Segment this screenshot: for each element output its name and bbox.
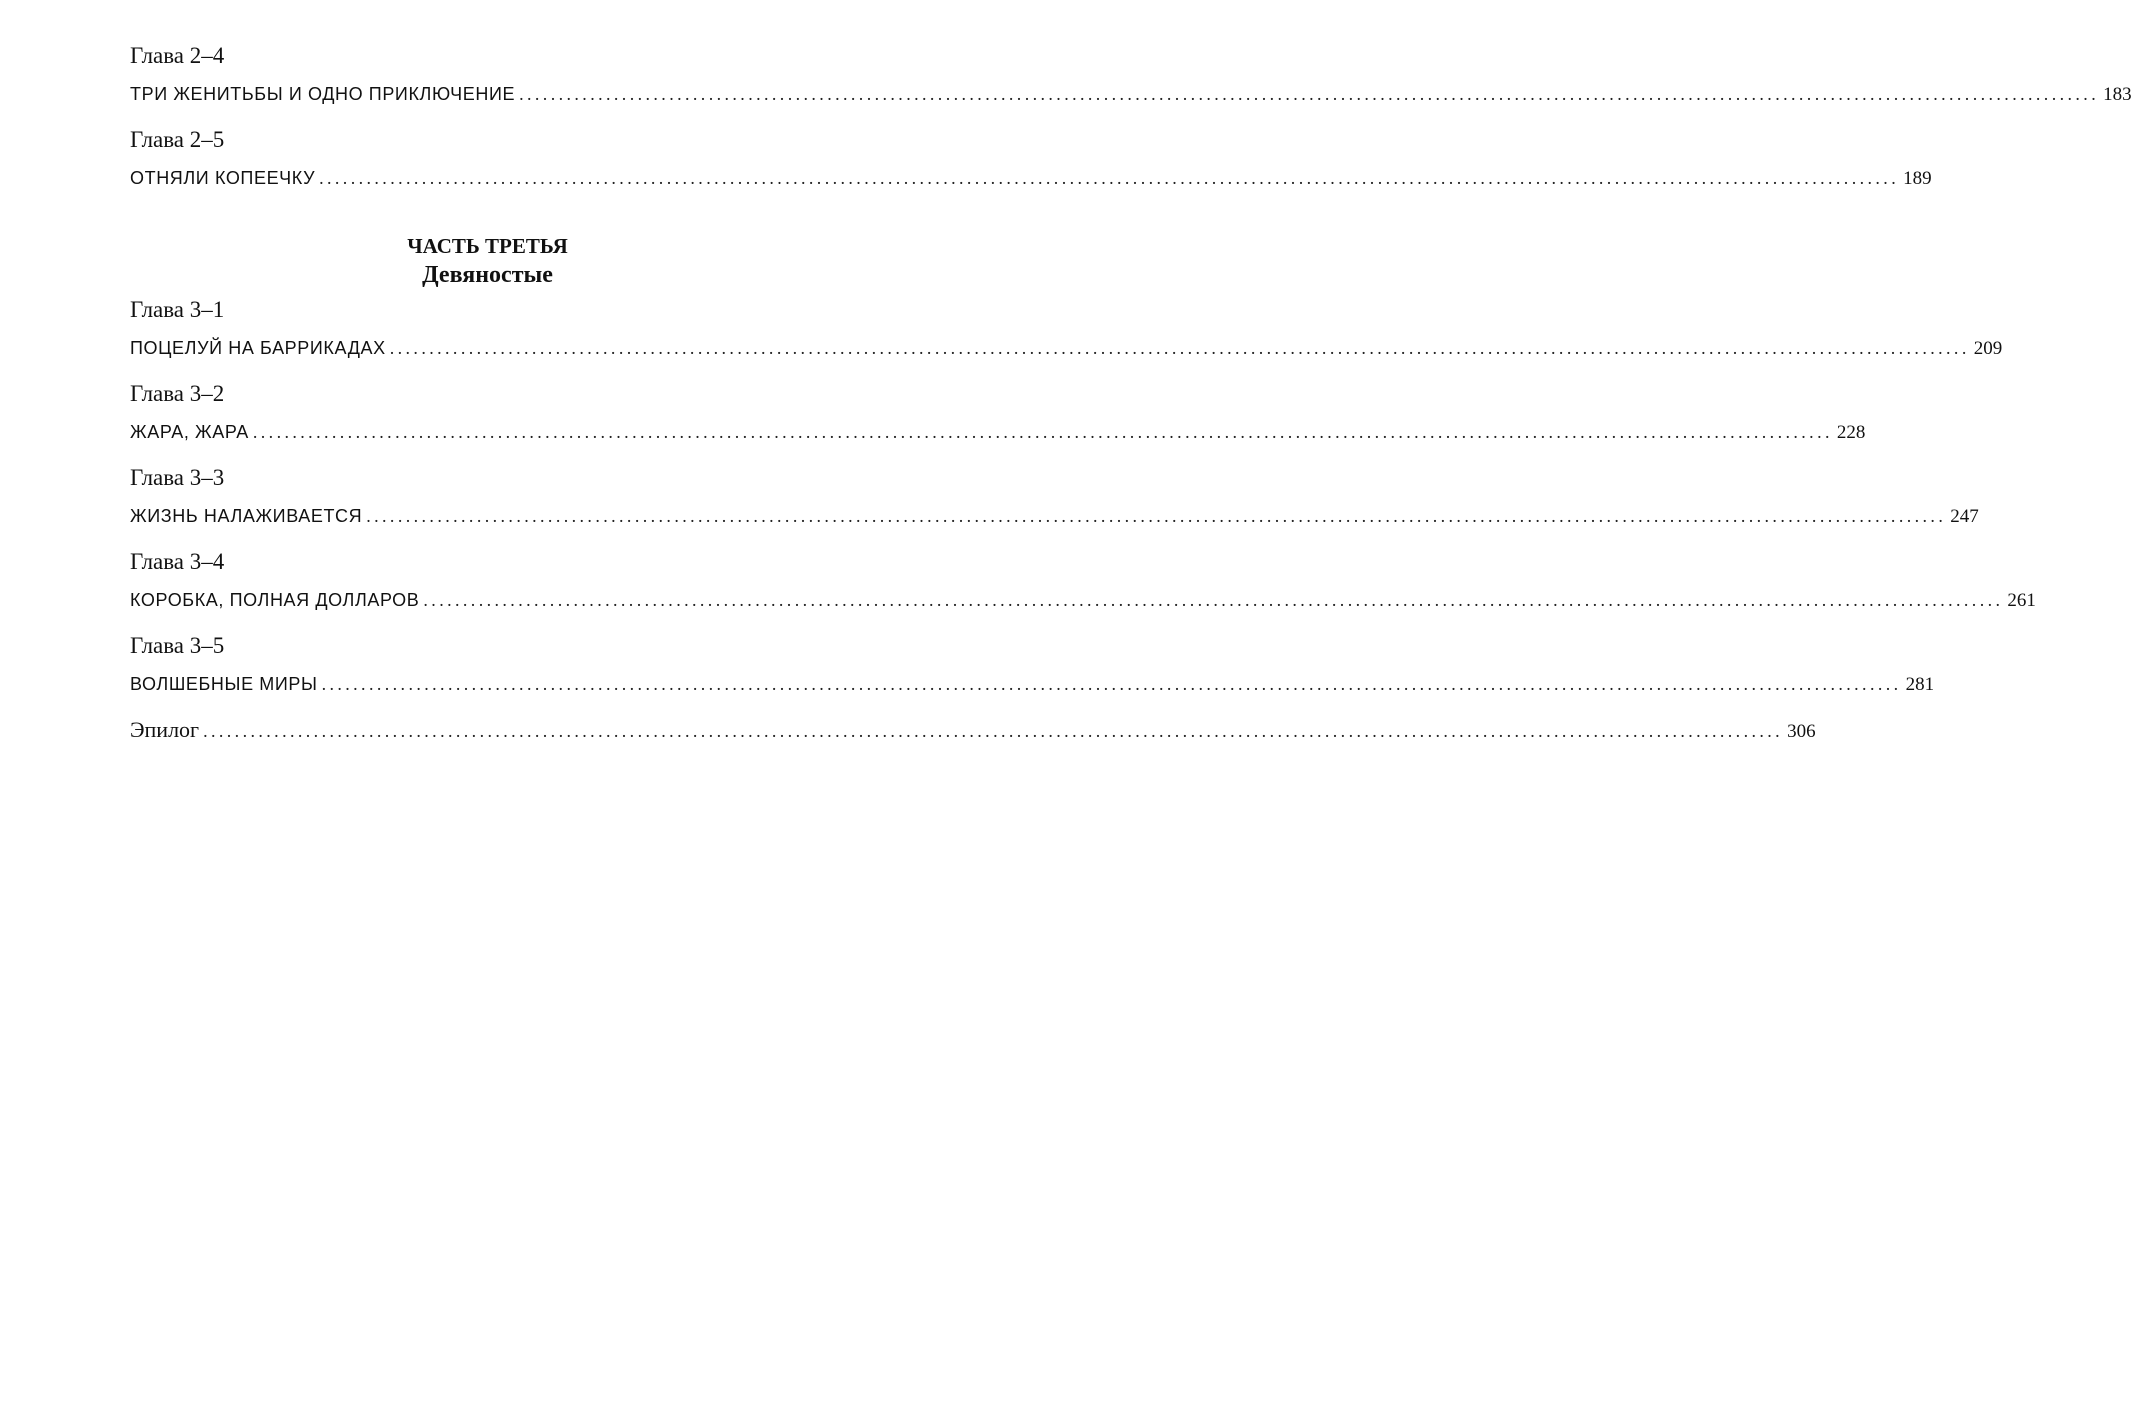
dot-leader: ........................................................................................................................................................................................................ [321,674,1902,694]
chapter-number: Глава 3–5 [130,633,225,658]
page-number: 183 [2103,84,2132,105]
dot-leader: ........................................................................................................................................................................................................ [389,338,1970,358]
part-title: Девяностые [422,262,553,288]
chapter-number: Глава 2–4 [130,43,225,68]
dot-leader: ........................................................................................................................................................................................................ [252,422,1833,442]
page-number: 281 [1905,674,1935,695]
toc-entry [130,588,2036,612]
chapter-title: ЖАРА, ЖАРА [130,422,249,442]
dot-leader: ........................................................................................................................................................................................................ [423,590,2004,610]
toc-group [130,464,1979,528]
page-number: 228 [1836,422,1866,443]
chapter-title: ТРИ ЖЕНИТЬБЫ И ОДНО ПРИКЛЮЧЕНИЕ [130,84,516,104]
page-number: 189 [1903,168,1932,189]
toc-group [130,126,1932,190]
chapter-number: Глава 3–2 [130,381,225,406]
toc-entry [130,504,1979,528]
epilogue-entry [130,716,1816,744]
chapter-title: ОТНЯЛИ КОПЕЕЧКУ [130,168,316,188]
chapter-title: ПОЦЕЛУЙ НА БАРРИКАДАХ [130,338,386,358]
dot-leader: ........................................................................................................................................................................................................ [519,84,2100,104]
toc-entry [130,166,1932,190]
table-of-contents [130,42,2132,744]
toc-entry [130,672,1935,696]
toc-group [130,380,1866,444]
page-number: 209 [1973,338,2003,359]
chapter-number: Глава 3–1 [130,297,225,322]
dot-leader: ........................................................................................................................................................................................................ [319,168,1900,188]
page-number: 306 [1787,721,1816,742]
chapter-title: КОРОБКА, ПОЛНАЯ ДОЛЛАРОВ [130,590,420,610]
page-number: 261 [2007,590,2036,611]
dot-leader: ........................................................................................................................................................................................................ [366,506,1947,526]
toc-entry [130,420,1866,444]
toc-entry [130,82,2132,106]
chapter-title: ЖИЗНЬ НАЛАЖИВАЕТСЯ [130,506,363,526]
toc-group [130,42,2132,106]
toc-group [130,632,1935,696]
part-label: ЧАСТЬ ТРЕТЬЯ [407,234,568,258]
page-number: 247 [1950,506,1979,527]
toc-group [130,548,2036,612]
chapter-number: Глава 2–5 [130,127,225,152]
dot-leader: ........................................................................................................................................................................................................ [203,721,1784,741]
epilogue-title: Эпилог [130,717,200,742]
chapter-number: Глава 3–3 [130,465,225,490]
toc-entry [130,336,2003,360]
chapter-number: Глава 3–4 [130,549,225,574]
chapter-title: ВОЛШЕБНЫЕ МИРЫ [130,674,318,694]
toc-group [130,296,2003,360]
